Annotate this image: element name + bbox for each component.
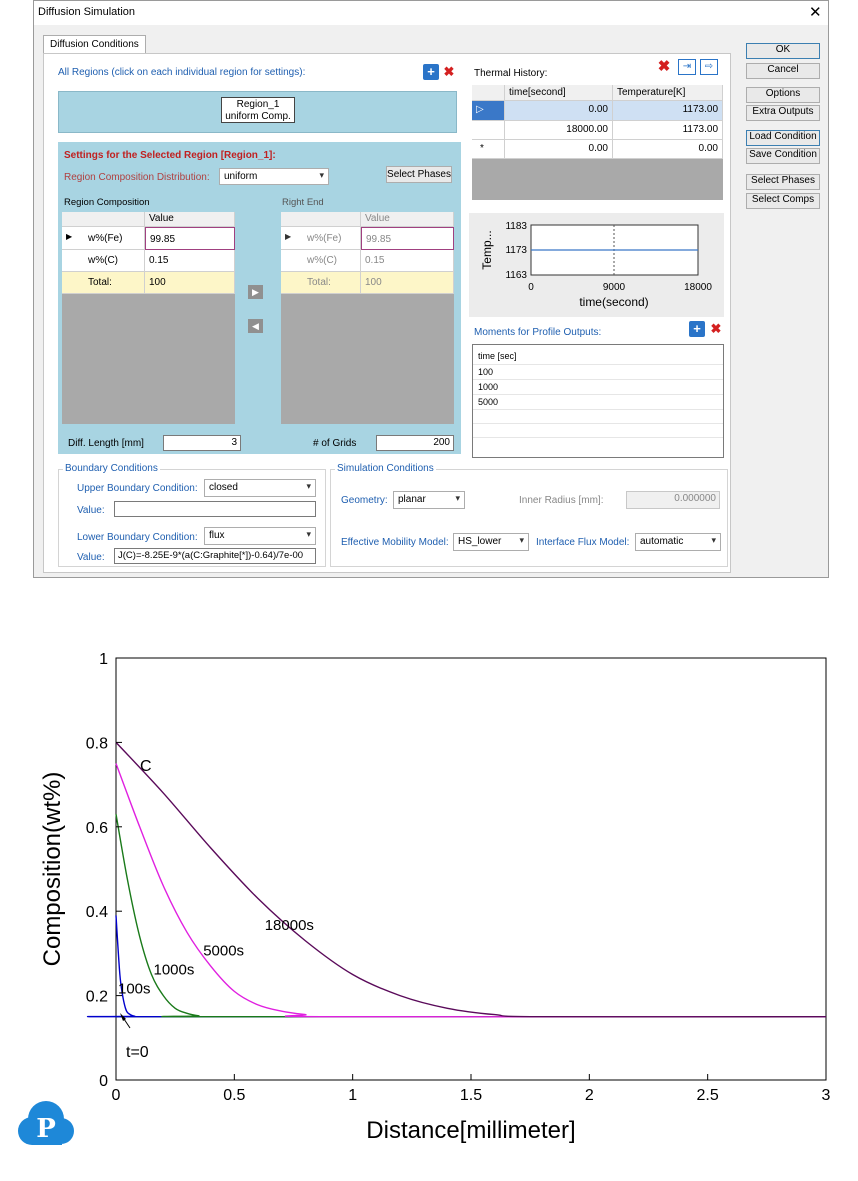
close-icon[interactable]: ✕	[809, 4, 822, 21]
flux-value: automatic	[640, 536, 684, 547]
t0-label: t=0	[126, 1044, 149, 1061]
add-region-icon[interactable]: +	[423, 64, 439, 80]
boundary-group	[58, 463, 326, 567]
fe-right-value: 99.85	[361, 227, 454, 250]
composition-label: Region Composition	[64, 197, 150, 208]
lower-select[interactable]	[204, 527, 316, 545]
element-label: C	[140, 758, 152, 775]
select-comps-button[interactable]: Select Comps	[746, 193, 820, 209]
x-tick-label: 2.5	[696, 1087, 719, 1104]
extra-outputs-button[interactable]: Extra Outputs	[746, 105, 820, 121]
settings-heading: Settings for the Selected Region [Region_1]:	[64, 150, 276, 161]
total-label: Total:	[62, 272, 145, 294]
import-icon[interactable]: ⇥	[678, 59, 696, 75]
tick-layer	[86, 651, 831, 1104]
value-header: Value	[145, 212, 235, 227]
series-line-18000s	[116, 742, 826, 1016]
series-line-100s	[85, 915, 826, 1016]
lower-value-input[interactable]: J(C)=-8.25E-9*(a(C:Graphite[*])-0.64)/7e-00	[114, 548, 316, 564]
total-label: Total:	[281, 272, 361, 294]
logo-svg	[16, 1097, 76, 1149]
temperature-mini-chart	[469, 213, 724, 317]
chevron-down-icon: ▾	[711, 535, 716, 545]
flux-label: Interface Flux Model:	[536, 537, 630, 548]
chevron-down-icon: ▾	[455, 493, 460, 503]
list-row-empty	[473, 424, 723, 438]
c-name: w%(C)	[281, 250, 361, 272]
time-cell[interactable]: 0.00	[505, 101, 613, 121]
mobility-label: Effective Mobility Model:	[341, 537, 449, 548]
diff-length-input[interactable]: 3	[163, 435, 241, 451]
c-right-value: 0.15	[361, 250, 454, 272]
region-box[interactable]	[221, 97, 295, 123]
fe-value-field[interactable]: 99.85	[145, 227, 235, 250]
mini-xtick: 18000	[684, 282, 712, 293]
lower-label: Lower Boundary Condition:	[77, 532, 198, 543]
series-label-18000s: 18000s	[264, 917, 314, 935]
x-tick-label: 1.5	[459, 1087, 483, 1104]
mini-ytick: 1183	[505, 221, 527, 232]
table-corner	[472, 85, 505, 101]
list-item[interactable]: 1000	[473, 380, 723, 395]
fe-name: w%(Fe)	[88, 233, 123, 244]
row-marker: *	[472, 140, 505, 159]
simulation-group	[330, 463, 728, 567]
settings-panel	[58, 142, 461, 454]
temp-cell[interactable]: 1173.00	[613, 101, 723, 121]
list-item[interactable]: 100	[473, 365, 723, 380]
y-axis-label: Composition(wt%)	[39, 771, 66, 967]
table-corner	[62, 212, 145, 227]
distribution-value: uniform	[224, 171, 258, 182]
series-label-100s: 100s	[118, 980, 151, 998]
table-corner	[281, 212, 361, 227]
x-tick-label: 0.5	[223, 1087, 246, 1104]
simulation-title: Simulation Conditions	[337, 463, 434, 474]
y-tick-label: 0.8	[85, 735, 108, 753]
list-item[interactable]: 5000	[473, 395, 723, 410]
time-header: time[second]	[505, 85, 613, 101]
c-value-field[interactable]: 0.15	[145, 250, 235, 272]
export-icon[interactable]: ⇨	[700, 59, 718, 75]
thermal-table	[472, 85, 723, 200]
mini-xtick: 0	[528, 282, 534, 293]
moments-header: time [sec]	[473, 345, 723, 365]
value-header: Value	[361, 212, 454, 227]
boundary-title: Boundary Conditions	[65, 463, 158, 474]
composition-chart-svg	[0, 640, 858, 1176]
row-marker	[472, 121, 505, 140]
row-pointer-icon: ▶	[285, 232, 292, 241]
y-tick-label: 0	[99, 1073, 108, 1090]
delete-thermal-icon[interactable]: ✖	[657, 58, 671, 75]
moments-label: Moments for Profile Outputs:	[474, 327, 602, 338]
x-tick-label: 0	[111, 1087, 121, 1104]
geometry-select[interactable]	[393, 491, 465, 509]
x-tick-label: 2	[584, 1087, 594, 1104]
geometry-label: Geometry:	[341, 495, 388, 506]
thermal-label: Thermal History:	[474, 68, 548, 79]
series-line-5000s	[116, 764, 826, 1017]
region-name: Region_1	[236, 99, 280, 110]
upper-value: closed	[209, 482, 238, 493]
y-tick-label: 0.4	[85, 904, 108, 922]
c-name: w%(C)	[62, 250, 145, 272]
lower-value: flux	[209, 530, 225, 541]
options-button[interactable]: Options	[746, 87, 820, 103]
delete-region-icon[interactable]: ✖	[443, 64, 455, 79]
tab-content	[43, 53, 731, 573]
regions-label: All Regions (click on each individual region for settings):	[58, 67, 306, 78]
mini-ytick: 1163	[505, 270, 527, 281]
x-axis-label: Distance[millimeter]	[366, 1117, 576, 1144]
lower-value-label: Value:	[77, 552, 105, 563]
upper-select[interactable]	[204, 479, 316, 497]
inner-radius-label: Inner Radius [mm]:	[519, 495, 604, 506]
select-phases-button[interactable]: Select Phases	[386, 166, 452, 183]
mobility-value: HS_lower	[458, 536, 502, 547]
row-marker: ▷	[472, 101, 505, 121]
list-row-empty	[473, 410, 723, 424]
diffusion-dialog	[33, 0, 829, 578]
diff-length-label: Diff. Length [mm]	[68, 438, 144, 449]
distribution-select[interactable]	[219, 168, 329, 185]
mini-xtick: 9000	[602, 282, 626, 293]
list-row-empty	[473, 438, 723, 451]
total-right-value: 100	[361, 272, 454, 294]
add-moment-icon[interactable]: +	[689, 321, 705, 337]
load-condition-button[interactable]: Load Condition	[746, 130, 820, 146]
grids-label: # of Grids	[313, 438, 357, 449]
mini-xlabel: time(second)	[579, 295, 649, 309]
series-line-1000s	[116, 814, 826, 1017]
mini-chart-svg	[469, 213, 724, 317]
tab-diffusion-conditions[interactable]: Diffusion Conditions	[43, 35, 146, 54]
row-pointer-icon: ▶	[66, 232, 73, 241]
distribution-label: Region Composition Distribution:	[64, 172, 210, 183]
chevron-down-icon: ▾	[519, 535, 524, 545]
chevron-down-icon: ▾	[319, 170, 324, 180]
mobility-select[interactable]	[453, 533, 529, 551]
grids-input[interactable]: 200	[376, 435, 454, 451]
delete-moment-icon[interactable]: ✖	[710, 321, 722, 336]
y-tick-label: 0.6	[85, 819, 108, 837]
ok-button[interactable]: OK	[746, 43, 820, 59]
flux-select[interactable]	[635, 533, 721, 551]
copy-left-icon[interactable]: ◀	[248, 319, 263, 333]
select-phases-side-button[interactable]: Select Phases	[746, 174, 820, 190]
composition-chart	[0, 640, 858, 1176]
row-fe-label	[281, 227, 361, 250]
right-end-label: Right End	[282, 197, 324, 208]
chevron-down-icon: ▾	[306, 529, 311, 539]
title-bar	[34, 1, 828, 25]
chevron-down-icon: ▾	[306, 481, 311, 491]
temp-cell[interactable]: 0.00	[613, 140, 723, 159]
composition-table	[62, 212, 235, 424]
upper-label: Upper Boundary Condition:	[77, 483, 198, 494]
save-condition-button[interactable]: Save Condition	[746, 148, 820, 164]
time-cell[interactable]: 0.00	[505, 140, 613, 159]
upper-value-label: Value:	[77, 505, 105, 516]
geometry-value: planar	[398, 494, 426, 505]
total-value: 100	[145, 272, 235, 294]
series-label-5000s: 5000s	[203, 942, 245, 960]
window-title: Diffusion Simulation	[38, 6, 136, 18]
x-tick-label: 3	[821, 1087, 831, 1104]
right-end-table	[281, 212, 454, 424]
fe-name: w%(Fe)	[307, 233, 342, 244]
upper-value-input[interactable]	[114, 501, 316, 517]
region-desc: uniform Comp.	[225, 111, 291, 122]
copy-right-icon[interactable]: ▶	[248, 285, 263, 299]
time-cell[interactable]: 18000.00	[505, 121, 613, 140]
moments-list	[472, 344, 724, 458]
inner-radius-input[interactable]: 0.000000	[626, 491, 720, 509]
temp-cell[interactable]: 1173.00	[613, 121, 723, 140]
row-fe-label	[62, 227, 145, 250]
y-tick-label: 1	[99, 651, 108, 668]
logo-glyph: P	[36, 1114, 56, 1144]
series-layer	[85, 742, 826, 1016]
series-label-1000s: 1000s	[153, 961, 195, 979]
x-tick-label: 1	[348, 1087, 358, 1104]
pandat-logo	[16, 1097, 76, 1149]
regions-panel	[58, 91, 457, 133]
mini-ytick: 1173	[505, 245, 527, 256]
mini-ylabel: Temp...	[480, 230, 494, 270]
y-tick-label: 0.2	[85, 988, 108, 1006]
cancel-button[interactable]: Cancel	[746, 63, 820, 79]
temperature-header: Temperature[K]	[613, 85, 723, 101]
